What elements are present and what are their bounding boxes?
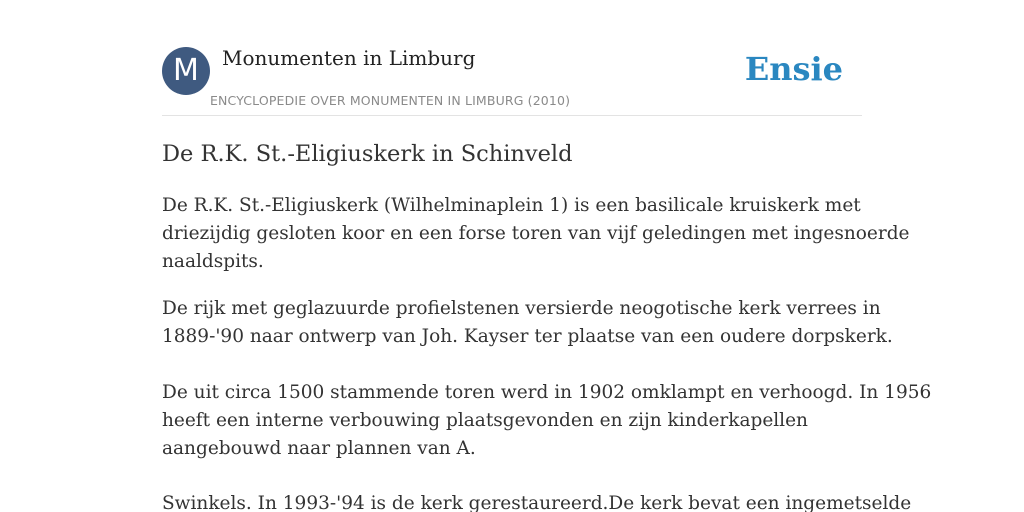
paragraph-line: aangebouwd naar plannen van A. — [162, 438, 476, 459]
header-divider — [162, 115, 862, 116]
paragraph-line: De uit circa 1500 stammende toren werd in 1902 omklampt en verhoogd. In 1956 — [162, 382, 932, 403]
book-title[interactable]: Monumenten in Limburg — [222, 46, 476, 70]
paragraph-line: De rijk met geglazuurde profielstenen versierde neogotische kerk verrees in — [162, 298, 881, 319]
paragraph-line: heeft een interne verbouwing plaatsgevonden en zijn kinderkapellen — [162, 410, 808, 431]
article-paragraph-3 — [162, 379, 932, 463]
paragraph-line: naaldspits. — [162, 251, 264, 272]
article-title: De R.K. St.-Eligiuskerk in Schinveld — [162, 141, 573, 167]
article-paragraph-1 — [162, 192, 910, 276]
book-avatar[interactable] — [162, 47, 210, 95]
ensie-logo-link[interactable]: Ensie — [744, 50, 843, 88]
avatar-letter: M — [173, 53, 199, 88]
paragraph-line: 1889-'90 naar ontwerp van Joh. Kayser ter plaatse van een oudere dorpskerk. — [162, 326, 893, 347]
paragraph-line: driezijdig gesloten koor en een forse toren van vijf geledingen met ingesnoerde — [162, 223, 910, 244]
article-paragraph-4 — [162, 490, 912, 512]
paragraph-line: Swinkels. In 1993-'94 is de kerk gerestaureerd.De kerk bevat een ingemetselde — [162, 493, 912, 512]
paragraph-line: De R.K. St.-Eligiuskerk (Wilhelminaplein 1) is een basilicale kruiskerk met — [162, 195, 861, 216]
book-subtitle: ENCYCLOPEDIE OVER MONUMENTEN IN LIMBURG (2010) — [210, 93, 571, 108]
article-paragraph-2 — [162, 295, 893, 351]
